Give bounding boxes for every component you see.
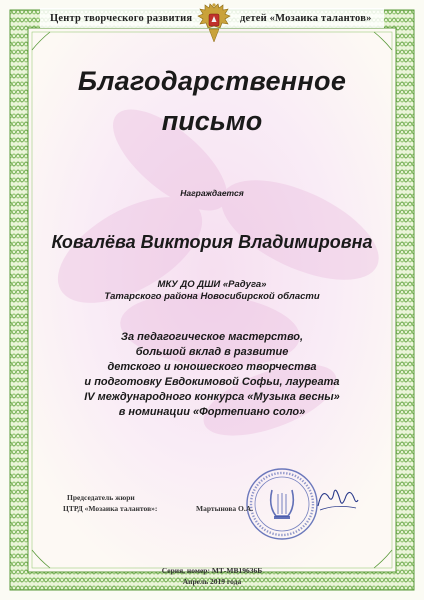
header-organization-right: детей «Мозаика талантов» <box>240 13 372 24</box>
organization-line-2: Татарского района Новосибирской области <box>104 291 320 302</box>
coat-of-arms-icon <box>196 2 232 44</box>
signatory-name: Мартынова О.А. <box>196 504 254 513</box>
jury-chair-label: Председатель жюри <box>67 493 135 502</box>
serial-number: Серия, номер: МТ-МВ19636Б <box>161 566 263 575</box>
citation-line-1: За педагогическое мастерство, <box>120 331 304 343</box>
citation-line-5: IV международного конкурса «Музыка весны» <box>84 391 340 403</box>
citation-line-4: и подготовку Евдокимовой Софьи, лауреата <box>84 376 340 388</box>
citation-line-6: в номинации «Фортепиано соло» <box>118 406 306 418</box>
lyre-stamp-icon <box>244 466 320 542</box>
recipient-name: Ковалёва Виктория Владимировна <box>51 232 373 252</box>
citation-line-2: большой вклад в развитие <box>135 346 289 358</box>
title-line-2: письмо <box>161 106 263 136</box>
issue-date: Апрель 2019 года <box>182 577 242 586</box>
citation-line-3: детского и юношеского творчества <box>107 361 317 373</box>
header-organization-left: Центр творческого развития <box>50 13 193 24</box>
organization-line-1: МКУ ДО ДШИ «Радуга» <box>157 279 267 290</box>
awarded-label: Награждается <box>180 188 244 198</box>
handwritten-signature <box>314 482 360 516</box>
signatory-organization: ЦТРД «Мозаика талантов»: <box>63 504 158 513</box>
title-line-1: Благодарственное <box>77 66 347 96</box>
